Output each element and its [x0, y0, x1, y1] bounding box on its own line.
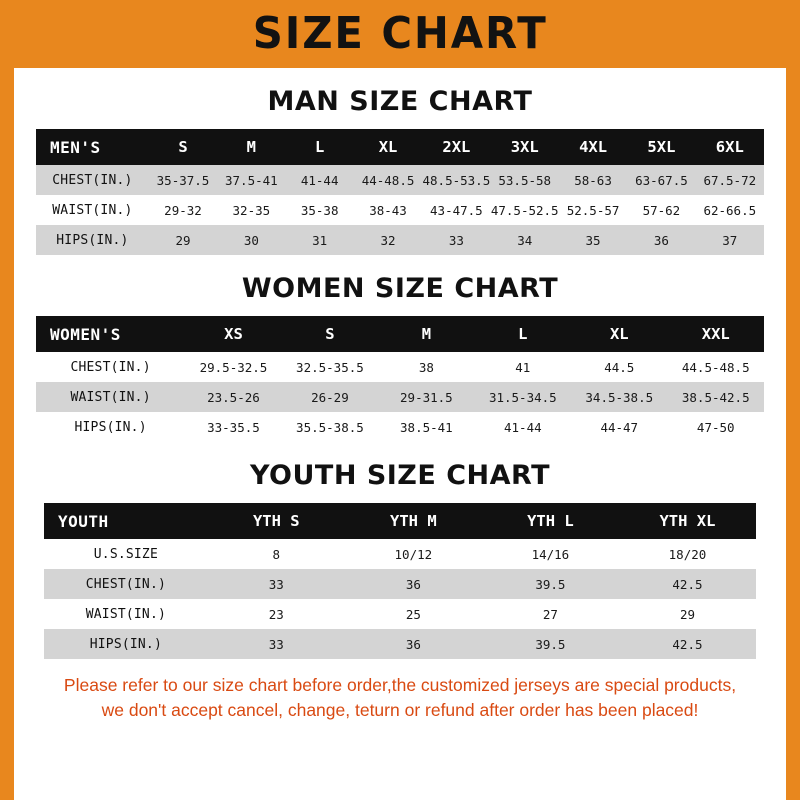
cell: 29.5-32.5 [199, 359, 268, 375]
section-title-youth: YOUTH SIZE CHART [249, 460, 551, 491]
table-women [36, 316, 764, 442]
table-header-row [36, 129, 764, 165]
cell: 47.5-52.5 [490, 202, 559, 218]
row-label: WAIST(IN.) [52, 202, 133, 218]
column-header: 2XL [442, 138, 471, 156]
column-header: L [518, 325, 528, 343]
cell: 44-48.5 [361, 172, 415, 188]
column-header: YTH L [527, 512, 574, 530]
row-label: HIPS(IN.) [56, 232, 129, 248]
footer-line-1: Please refer to our size chart before order,the customized jerseys are special products, [63, 675, 737, 695]
table-head [36, 316, 764, 352]
page-title: SIZE CHART [252, 8, 548, 59]
column-header: XXL [701, 325, 730, 343]
section-title-women: WOMEN SIZE CHART [241, 273, 559, 304]
cell: 53.5-58 [498, 172, 552, 188]
cell: 10/12 [394, 546, 433, 562]
cell: 38.5-42.5 [681, 389, 750, 405]
row-label: HIPS(IN.) [89, 636, 162, 652]
column-header: 6XL [715, 138, 744, 156]
table-body [44, 539, 756, 659]
cell: 42.5 [672, 576, 703, 592]
cell: 35.5-38.5 [296, 419, 364, 435]
table-row [36, 382, 764, 412]
cell: 48.5-53.5 [422, 172, 491, 188]
table-row [36, 412, 764, 442]
table-row [44, 629, 756, 659]
cell: 34.5-38.5 [585, 389, 654, 405]
footer-note [14, 673, 786, 724]
table-row [36, 225, 764, 255]
table-row [44, 539, 756, 569]
cell: 36 [405, 636, 421, 652]
table-youth [44, 503, 756, 659]
table-header-row [36, 316, 764, 352]
cell: 33 [268, 636, 284, 652]
column-header: YOUTH [58, 511, 109, 531]
column-header: XS [224, 325, 243, 343]
row-label: HIPS(IN.) [74, 419, 147, 435]
column-header: S [325, 325, 335, 343]
cell: 36 [653, 232, 669, 248]
column-header: M [246, 138, 257, 156]
cell: 41 [515, 359, 531, 375]
row-label: U.S.SIZE [93, 546, 158, 562]
cell: 25 [405, 606, 421, 622]
cell: 37 [722, 232, 738, 248]
cell: 38-43 [369, 202, 407, 218]
column-header: 4XL [579, 138, 608, 156]
cell: 8 [272, 546, 281, 562]
cell: 39.5 [535, 636, 566, 652]
row-label: CHEST(IN.) [70, 359, 151, 375]
cell: 29 [175, 232, 191, 248]
table-row [44, 569, 756, 599]
cell: 27 [542, 606, 558, 622]
column-header: M [421, 325, 432, 343]
column-header: XL [378, 138, 398, 156]
cell: 29 [679, 606, 695, 622]
cell: 18/20 [668, 546, 707, 562]
cell: 32-35 [232, 202, 271, 218]
cell: 29-32 [164, 202, 202, 218]
column-header: S [178, 138, 188, 156]
cell: 29-31.5 [400, 389, 453, 405]
cell: 42.5 [672, 636, 703, 652]
column-header: 3XL [510, 138, 539, 156]
cell: 44-47 [600, 419, 639, 435]
table-head [36, 129, 764, 165]
cell: 14/16 [531, 546, 570, 562]
cell: 38 [418, 359, 434, 375]
row-label: CHEST(IN.) [52, 172, 133, 188]
cell: 32.5-35.5 [296, 359, 364, 375]
column-header: MEN'S [50, 137, 101, 157]
cell: 67.5-72 [703, 172, 757, 188]
table-body [36, 352, 764, 442]
section-youth [14, 460, 786, 659]
cell: 23 [268, 606, 284, 622]
cell: 35 [585, 232, 601, 248]
cell: 57-62 [642, 202, 681, 218]
cell: 35-37.5 [156, 172, 210, 188]
cell: 31 [312, 232, 328, 248]
cell: 43-47.5 [430, 202, 483, 218]
cell: 41-44 [300, 172, 339, 188]
cell: 32 [380, 232, 396, 248]
section-women [14, 273, 786, 442]
banner [14, 0, 786, 68]
row-label: WAIST(IN.) [70, 389, 151, 405]
table-row [36, 165, 764, 195]
column-header: WOMEN'S [50, 324, 121, 344]
table-row [36, 352, 764, 382]
cell: 35-38 [300, 202, 339, 218]
cell: 38.5-41 [400, 419, 453, 435]
cell: 34 [517, 232, 533, 248]
table-men [36, 129, 764, 255]
footer-line-2: we don't accept cancel, change, teturn or refund after order has been placed! [101, 700, 699, 721]
column-header: 5XL [647, 138, 676, 156]
table-body [36, 165, 764, 255]
row-label: CHEST(IN.) [85, 576, 167, 592]
table-header-row [44, 503, 756, 539]
column-header: XL [609, 325, 629, 343]
section-man [14, 86, 786, 255]
cell: 30 [243, 232, 259, 248]
row-label: WAIST(IN.) [85, 606, 167, 622]
cell: 26-29 [311, 389, 349, 405]
column-header: L [315, 138, 325, 156]
cell: 33 [268, 576, 284, 592]
cell: 36 [405, 576, 421, 592]
table-head [44, 503, 756, 539]
cell: 37.5-41 [225, 172, 278, 188]
table-row [44, 599, 756, 629]
section-title-man: MAN SIZE CHART [267, 86, 533, 117]
cell: 39.5 [535, 576, 566, 592]
cell: 44.5-48.5 [681, 359, 750, 375]
column-header: YTH M [390, 512, 437, 530]
column-header: YTH XL [659, 512, 716, 530]
cell: 33-35.5 [207, 419, 260, 435]
table-row [36, 195, 764, 225]
cell: 47-50 [696, 419, 735, 435]
cell: 33 [448, 232, 464, 248]
cell: 41-44 [504, 419, 542, 435]
cell: 31.5-34.5 [488, 389, 557, 405]
cell: 44.5 [604, 359, 635, 375]
column-header: YTH S [252, 512, 300, 530]
cell: 58-63 [574, 172, 612, 188]
cell: 62-66.5 [703, 202, 757, 218]
cell: 63-67.5 [635, 172, 688, 188]
cell: 52.5-57 [566, 202, 620, 218]
cell: 23.5-26 [207, 389, 260, 405]
